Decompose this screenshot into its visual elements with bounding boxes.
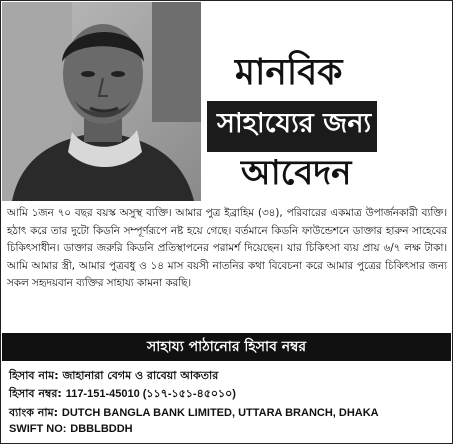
account-number-row xyxy=(9,385,449,404)
bank-name-label: ব্যাংক নাম: xyxy=(9,406,59,419)
patient-photo xyxy=(2,2,201,201)
account-name-value: জাহানারা বেগম ও রাবেয়া আকতার xyxy=(62,369,219,382)
account-name-label: হিসাব নাম: xyxy=(9,369,59,382)
bank-name-value: DUTCH BANGLA BANK LIMITED, UTTARA BRANCH, DHAKA xyxy=(61,407,379,419)
headline-line-2: সাহায্যের জন্য xyxy=(207,101,377,152)
swift-label: SWIFT NO: xyxy=(9,423,67,435)
appeal-body-text: আমি ১জন ৭০ বছর বয়স্ক অসুস্থ ব্যক্তি। আমার পুত্র ইব্রাহিম (৩৪), পরিবারের একমাত্র উপার্জনকারী ব্যক্তি। হঠাৎ করে তার দুটো কিডনি সম্পূর্ণরূপে নষ্ট হয়ে গেছে। বর্তমানে কিডনি ফাউন্ডেশনে ডাক্তার হারুন সাহেবের চিকিৎসাধীন। ডাক্তার জরুরি কিডনি প্রতিস্থাপনের পরামর্শ দিয়েছেন। যার চিকিৎসা ব্যয় প্রায় ৬/৭ লক্ষ টাকা। আমি আমার স্ত্রী, আমার পুত্রবধু ও ১৪ মাস বয়সী নাতনির কথা বিবেচনা করে আমার পুত্রের চিকিৎসার জন্য সকল সহৃদয়বান ব্যক্তির সাহায্য কামনা করছি। xyxy=(7,207,447,290)
swift-value: DBBLBDDH xyxy=(70,423,133,435)
account-number-label: হিসাব নম্বর: xyxy=(9,387,62,400)
person-portrait-icon xyxy=(2,2,201,201)
bank-name-row xyxy=(9,404,449,423)
account-heading: সাহায্য পাঠানোর হিসাব নম্বর xyxy=(2,333,451,361)
account-number-value: 117-151-45010 (১১৭-১৫১-৪৫০১০) xyxy=(65,388,236,400)
swift-row xyxy=(9,422,449,435)
account-name-row xyxy=(9,367,449,386)
headline-block xyxy=(207,9,447,199)
headline-line-1: মানবিক xyxy=(235,51,343,93)
headline-line-3: আবেদন xyxy=(241,153,352,193)
